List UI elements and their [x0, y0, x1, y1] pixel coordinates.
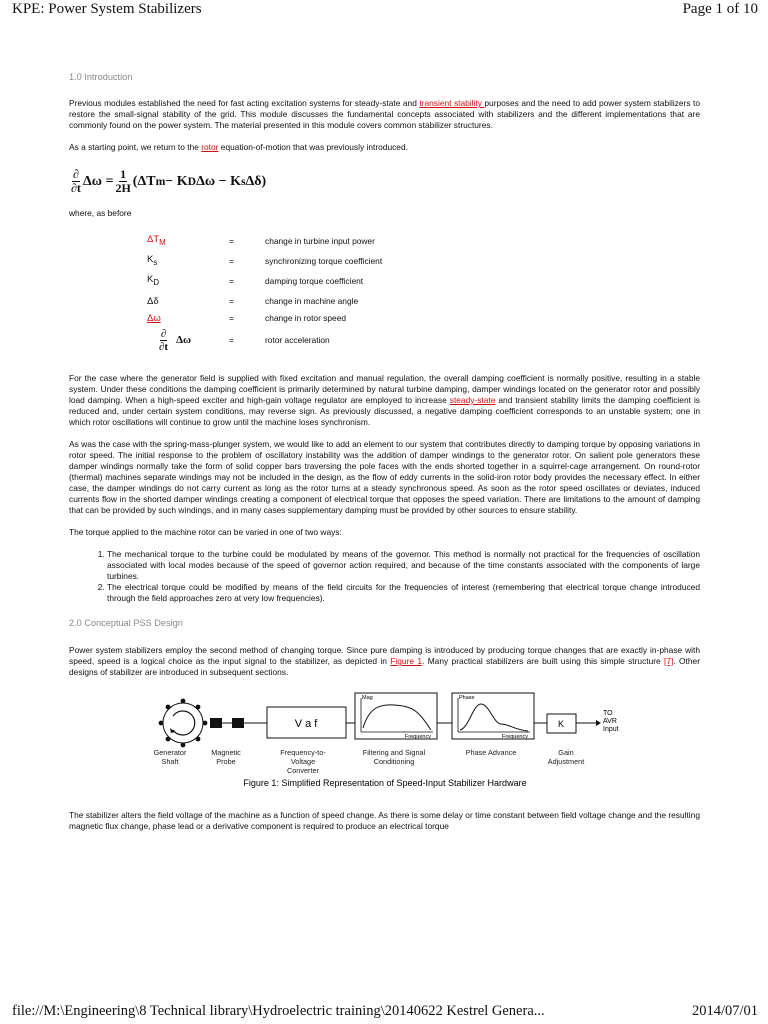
equals: =	[229, 255, 234, 266]
text: ΔT	[147, 234, 160, 246]
variable-row	[147, 325, 700, 355]
variable-description: change in machine angle	[265, 295, 359, 306]
pss-paragraph-2: The stabilizer alters the field voltage of the machine as a function of speed change. As there is some delay or time constant between field voltage change and the resulting magnetic flux change, phase lead or a derivative component is required to produce an electrical torque	[69, 810, 700, 831]
variable-row	[147, 291, 700, 311]
link-reference-7[interactable]: [7]	[664, 656, 674, 666]
block-label: Adjustment	[547, 757, 585, 766]
text: equation-of-motion that was previously introduced.	[218, 142, 408, 152]
equals: =	[229, 334, 234, 345]
page-number: Page 1 of 10	[682, 1, 758, 17]
variable-symbol	[147, 274, 229, 288]
text: 1	[120, 166, 127, 181]
document-title: KPE: Power System Stabilizers	[12, 1, 202, 17]
list-item: 2. The electrical torque could be modified by means of the field circuits for the frequencies of interest (remembering that electrical torque change introduced through the field approaches zero at very low frequencies).	[107, 582, 700, 604]
text: Δω	[147, 312, 161, 324]
link-figure-1[interactable]: Figure 1	[390, 656, 423, 666]
text: . Many practical stabilizers are built using this simple structure	[422, 656, 665, 666]
text: Δδ)	[245, 173, 267, 189]
variable-description: change in turbine input power	[265, 235, 375, 246]
gain-label: K	[557, 719, 565, 729]
frequency-label: Frequency	[405, 734, 431, 740]
block-label: Filtering and Signal	[362, 748, 426, 757]
variable-description: damping torque coefficient	[265, 275, 364, 286]
block-label: Frequency-to-	[280, 748, 326, 757]
equals: =	[229, 275, 234, 286]
text: As a starting point, we return to the	[69, 142, 202, 152]
output-label: Input	[603, 726, 619, 733]
equals: =	[229, 295, 234, 306]
phase-label: Phase	[459, 695, 475, 701]
variable-row	[147, 251, 700, 271]
intro-paragraph-1	[69, 98, 700, 131]
mag-label: Mag	[362, 695, 373, 701]
block-label: Magnetic	[211, 748, 241, 757]
magnetic-probe-block	[210, 718, 222, 728]
rotor-equation	[69, 161, 700, 201]
section-heading-introduction: 1.0 Introduction	[69, 72, 133, 82]
variable-row	[147, 311, 700, 325]
list-item: 1. The mechanical torque to the turbine could be modulated by means of the governor. This method is normally not practical for the frequencies of oscillation associated with local modes because of the speed of governor action required, and because of the time constants associated with the components of large turbines.	[107, 549, 700, 582]
intro-paragraph-2	[69, 142, 700, 153]
text: ∂	[160, 327, 167, 340]
intro-paragraph-5: The torque applied to the machine rotor can be varied in one of two ways:	[69, 527, 342, 537]
text: s	[153, 257, 158, 267]
variable-symbol	[147, 328, 229, 353]
equation-fraction	[115, 168, 130, 195]
block-label: Shaft	[161, 757, 179, 766]
variable-description: synchronizing torque coefficient	[265, 255, 383, 266]
pss-paragraph-1	[69, 645, 700, 678]
text: For the case where the generator field is supplied with fixed excitation and manual regulation, the overall damping coefficient is normally positive, resulting in a stable system. Under these conditions the damping coefficient is primarily determined by natural turbine damping, damper windings located on the generator rotor and possibly load damping. When a high-speed exciter and high-gain voltage regulator are employed to increase	[69, 373, 700, 405]
link-transient-stability[interactable]: transient stability	[419, 98, 485, 108]
equals: =	[229, 312, 234, 323]
block-label: Conditioning	[373, 757, 415, 766]
variable-symbol	[147, 254, 229, 268]
link-steady-state[interactable]: steady-state	[449, 395, 496, 405]
mag-curve	[363, 705, 431, 730]
text: (ΔT	[132, 173, 156, 189]
text: purposes and the need to add power system stabilizers to restore the small-signal stability of the grid. This module discusses the fundamental concepts associated with stabilizers and the different implementations that are commonly found on the power system. The material presented in this module covers common stabilizer structures.	[69, 98, 700, 130]
block-label: Generator	[153, 748, 187, 757]
block-label: Phase Advance	[465, 748, 517, 757]
where-text: where, as before	[69, 208, 132, 218]
text: D	[153, 277, 160, 287]
text: ∂	[73, 166, 79, 181]
stabilizer-block-diagram	[69, 690, 700, 798]
block-label: Probe	[216, 757, 236, 766]
variable-symbol	[147, 234, 229, 248]
variable-row	[147, 271, 700, 291]
document-body	[69, 70, 700, 832]
text: s	[240, 174, 246, 188]
text: m	[155, 174, 166, 188]
equals: =	[229, 235, 234, 246]
page-footer	[0, 1003, 768, 1023]
shaft-tooth	[196, 737, 201, 742]
variable-symbol	[147, 296, 229, 307]
figure-caption: Figure 1: Simplified Representation of Speed-Input Stabilizer Hardware	[243, 778, 527, 788]
magnetic-probe-block	[232, 718, 244, 728]
text: K	[147, 274, 154, 286]
vf-label: V a f	[294, 718, 318, 730]
page-header	[0, 0, 768, 24]
shaft-tooth	[181, 743, 186, 748]
shaft-tooth	[181, 699, 186, 704]
file-path: file://M:\Engineering\8 Technical library\Hydroelectric training\20140622 Kestrel Genera...	[12, 1003, 545, 1019]
block-label: Voltage	[290, 757, 316, 766]
shaft-tooth	[166, 705, 171, 710]
variable-definitions	[147, 231, 700, 355]
text: Previous modules established the need for fast acting excitation systems for steady-state and	[69, 98, 420, 108]
text: ∂t	[71, 180, 81, 195]
intro-paragraph-4: As was the case with the spring-mass-plunger system, we would like to add an element to our system that contributes directly to damping torque by opposing variations in rotor speed. The initial response to the problem of oscillatory instability was the addition of damper windings to the generator rotor. On salient pole generators these damper windings normally take the form of solid copper bars traversing the pole faces with the ends shorted together in a squirrel-cage arrangement. On round-rotor (thermal) machines separate windings may not be included in the design, as the flow of eddy currents in the solid-iron rotor body provides the necessary effect. In either case, the damper windings do not carry current as long as the rotor turns at a steady synchronous speed. As soon as the rotor speed oscillates or deviates, induced currents flow in the shorted damper windings creating a component of electrical torque that opposes the speed variation. There are limitations to the amount of damping that can be provided by such windings, and in many cases supplementary damping must be provided by other sources to ensure stability.	[69, 439, 700, 515]
text: D	[187, 174, 197, 188]
text: 2H	[115, 180, 131, 195]
frequency-label: Frequency	[502, 734, 528, 740]
text: and transient stability limits the damping coefficient is reduced and, under certain system conditions, may reverse sign. As previously discussed, a negative damping coefficient corresponds to an unstable system; one in which rotor oscillations will continue to grow until the machine loses synchronism.	[69, 395, 700, 427]
block-label: Converter	[286, 766, 320, 775]
figure-1	[69, 690, 700, 798]
variable-symbol[interactable]	[147, 313, 229, 324]
shaft-tooth	[166, 737, 171, 742]
arrowhead	[596, 720, 601, 726]
print-date: 2014/07/01	[691, 1003, 758, 1019]
shaft-tooth	[159, 721, 164, 726]
generator-shaft	[159, 699, 208, 748]
variable-description: change in rotor speed	[265, 312, 347, 323]
shaft-tooth	[196, 705, 201, 710]
text: K	[147, 254, 154, 266]
phase-curve	[460, 704, 528, 731]
shaft-tooth	[203, 721, 208, 726]
text: Power system stabilizers employ the second method of changing torque. Since pure damping is introduced by producing torque changes that are exactly in-phase with speed, speed is a logical choice as the input signal to the stabilizer, as depicted in	[69, 645, 700, 666]
equation-derivative	[71, 168, 81, 195]
section-heading-conceptual-pss: 2.0 Conceptual PSS Design	[69, 618, 183, 628]
text: Δω − K	[196, 173, 241, 189]
output-label: AVR	[603, 718, 617, 725]
text: Δω	[176, 333, 192, 346]
derivative-fraction	[159, 328, 168, 353]
text: ∂t	[159, 340, 169, 353]
rotation-arrow	[173, 711, 195, 735]
output-label: TO	[603, 710, 613, 717]
block-label: Gain	[558, 748, 574, 757]
text: − K	[165, 173, 188, 189]
link-rotor[interactable]: rotor	[201, 142, 219, 152]
text: . Other designs of stabilizer are introduced in subsequent sections.	[69, 656, 700, 677]
torque-methods-list	[69, 549, 700, 604]
text: Δω =	[82, 173, 114, 189]
text: M	[159, 237, 166, 247]
intro-paragraph-3	[69, 373, 700, 428]
variable-row	[147, 231, 700, 251]
text: Δδ	[147, 295, 159, 307]
variable-description: rotor acceleration	[265, 334, 330, 345]
